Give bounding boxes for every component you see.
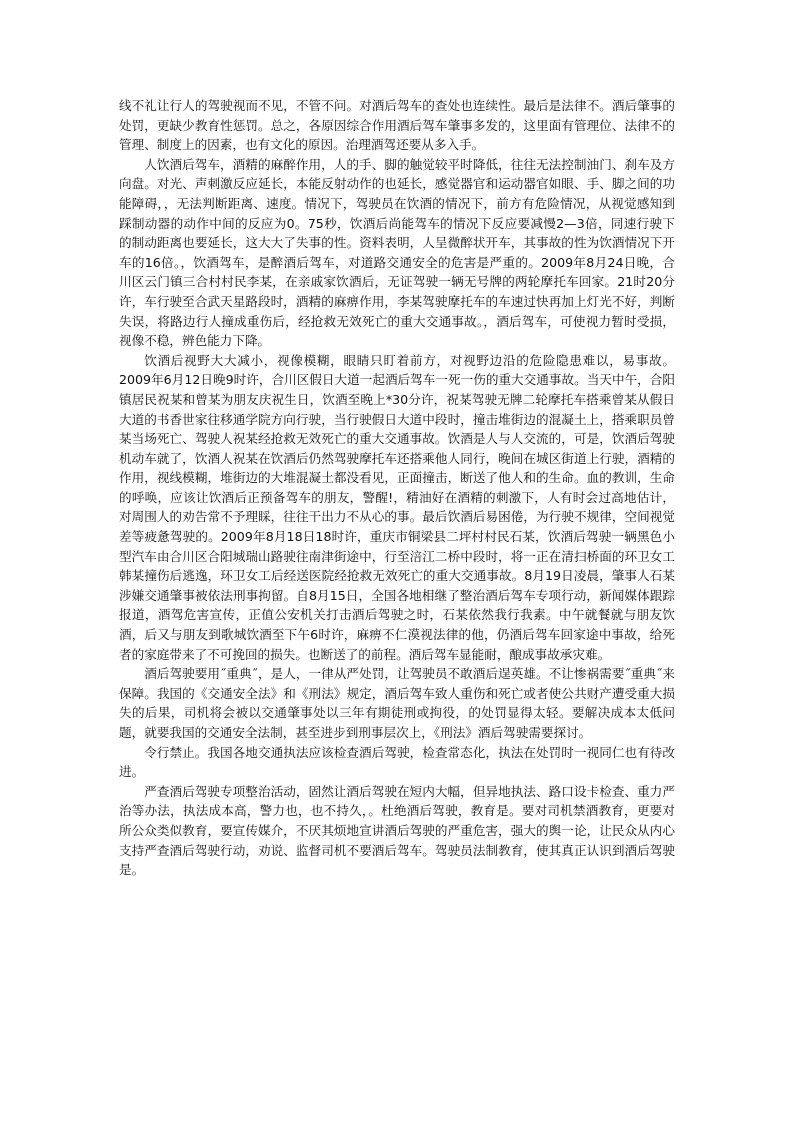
- paragraph-5: 令行禁止。我国各地交通执法应该检查酒后驾驶，检查常态化，执法在处罚时一视同仁也有待改进。: [119, 744, 675, 780]
- paragraph-1: 线不礼让行人的驾驶视而不见，不管不问。对酒后驾车的查处也连续性。最后是法律不。酒后肇事的处罚，更缺少教育性惩罚。总之，各原因综合作用酒后驾车肇事多发的，这里面有管理位、法律不的管理、制度上的因素，也有文化的原因。治理酒驾还要从多入手。: [119, 98, 675, 153]
- paragraph-2: 人饮酒后驾车，酒精的麻醉作用，人的手、脚的触觉较平时降低，往往无法控制油门、刹车及方向盘。对光、声刺激反应延长，本能反射动作的也延长，感觉器官和运动器官如眼、手、脚之间的功能障碍，，无法判断距离、速度。情况下，驾驶员在饮酒的情况下，前方有危险情况，从视觉感知到踩制动器的动作中间的反应为0。75秒，饮酒后尚能驾车的情况下反应要减慢2—3倍，同速行驶下的制动距离也要延长，这大大了失事的性。资料表明，人呈微醉状开车，其事故的性为饮酒情况下开车的16倍。，饮酒驾车，是醉酒后驾车，对道路交通安全的危害是严重的。2009年8月24日晚，合川区云门镇三合村村民李某，在亲戚家饮酒后，无证驾驶一辆无号牌的两轮摩托车回家。21时20分许，车行驶至合武天星路段时，酒精的麻痹作用，李某驾驶摩托车的车速过快再加上灯光不好，判断失误，将路边行人撞成重伤后，经抢救无效死亡的重大交通事故。，酒后驾车，可使视力暂时受损，视像不稳，辨色能力下降。: [119, 156, 675, 349]
- document-body: [119, 96, 675, 880]
- paragraph-3: 饮酒后视野大大减小，视像模糊，眼睛只盯着前方，对视野边沿的危险隐患难以，易事故。2009年6月12日晚9时许，合川区假日大道一起酒后驾车一死一伤的重大交通事故。当天中午，合阳镇居民祝某和曾某为朋友庆祝生日，饮酒至晚上*30分许，祝某驾驶无牌二轮摩托车搭乘曾某从假日大道的书香世家往移通学院方向行驶，当行驶假日大道中段时，撞击堆街边的混凝土上，搭乘职员曾某当场死亡、驾驶人祝某经抢救无效死亡的重大交通事故。饮酒是人与人交流的，可是，饮酒后驾驶机动车就了，饮酒人祝某在饮酒后仍然驾驶摩托车还搭乘他人同行，晚间在城区街道上行驶，酒精的作用，视线模糊，堆街边的大堆混凝土都没看见，正面撞击，断送了他人和的生命。血的教训，生命的呼唤，应该让饮酒后正预备驾车的朋友，警醒!，精油好在酒精的刺激下，人有时会过高地估计，对周围人的劝告常不予理睬，往往干出力不从心的事。最后饮酒后易困倦，为行驶不规律，空间视觉差等疲惫驾驶的。2009年8月18日18时许，重庆市铜梁县二坪村村民石某，饮酒后驾驶一辆黑色小型汽车由合川区合阳城瑞山路驶往南津街途中，行至涪江二桥中段时，将一正在清扫桥面的环卫女工韩某撞伤后逃逸，环卫女工后经送医院经抢救无效死亡的重大交通事故。8月19日凌晨，肇事人石某涉嫌交通肇事被依法刑事拘留。自8月15日，全国各地相继了整治酒后驾车专项行动，新闻媒体跟踪报道，酒驾危害宣传，正值公安机关打击酒后驾驶之时，石某依然我行我素。中午就餐就与朋友饮酒，后又与朋友到歌城饮酒至下午6时许，麻痹不仁漠视法律的他，仍酒后驾车回家途中事故，给死者的家庭带来了不可挽回的损失。也断送了的前程。酒后驾车显能耐，酿成事故承灾难。: [119, 352, 675, 662]
- paragraph-6: 严查酒后驾驶专项整治活动，固然让酒后驾驶在短内大幅，但异地执法、路口设卡检查、重力严治等办法，执法成本高，警力也，也不持久，。杜绝酒后驾驶，教育是。要对司机禁酒教育，更要对所公众类似教育，要宣传媒介，不厌其烦地宣讲酒后驾驶的严重危害，强大的舆一论，让民众从内心支持严查酒后驾驶行动，劝说、监督司机不要酒后驾车。驾驶员法制教育，使其真正认识到酒后驾驶是。: [119, 783, 675, 878]
- paragraph-4: 酒后驾驶要用˝重典˝，是人，一律从严处罚，让驾驶员不敢酒后逞英雄。不让惨祸需要˝重典˝来保障。我国的《交通安全法》和《刑法》规定，酒后驾车致人重伤和死亡或者使公共财产遭受重大损失的后果，司机将会被以交通肇事处以三年有期徒刑或拘役，的处罚显得太轻。要解决成本太低问题，就要我国的交通安全法制，甚至进步到刑事层次上，《刑法》酒后驾驶需要探讨。: [119, 666, 675, 740]
